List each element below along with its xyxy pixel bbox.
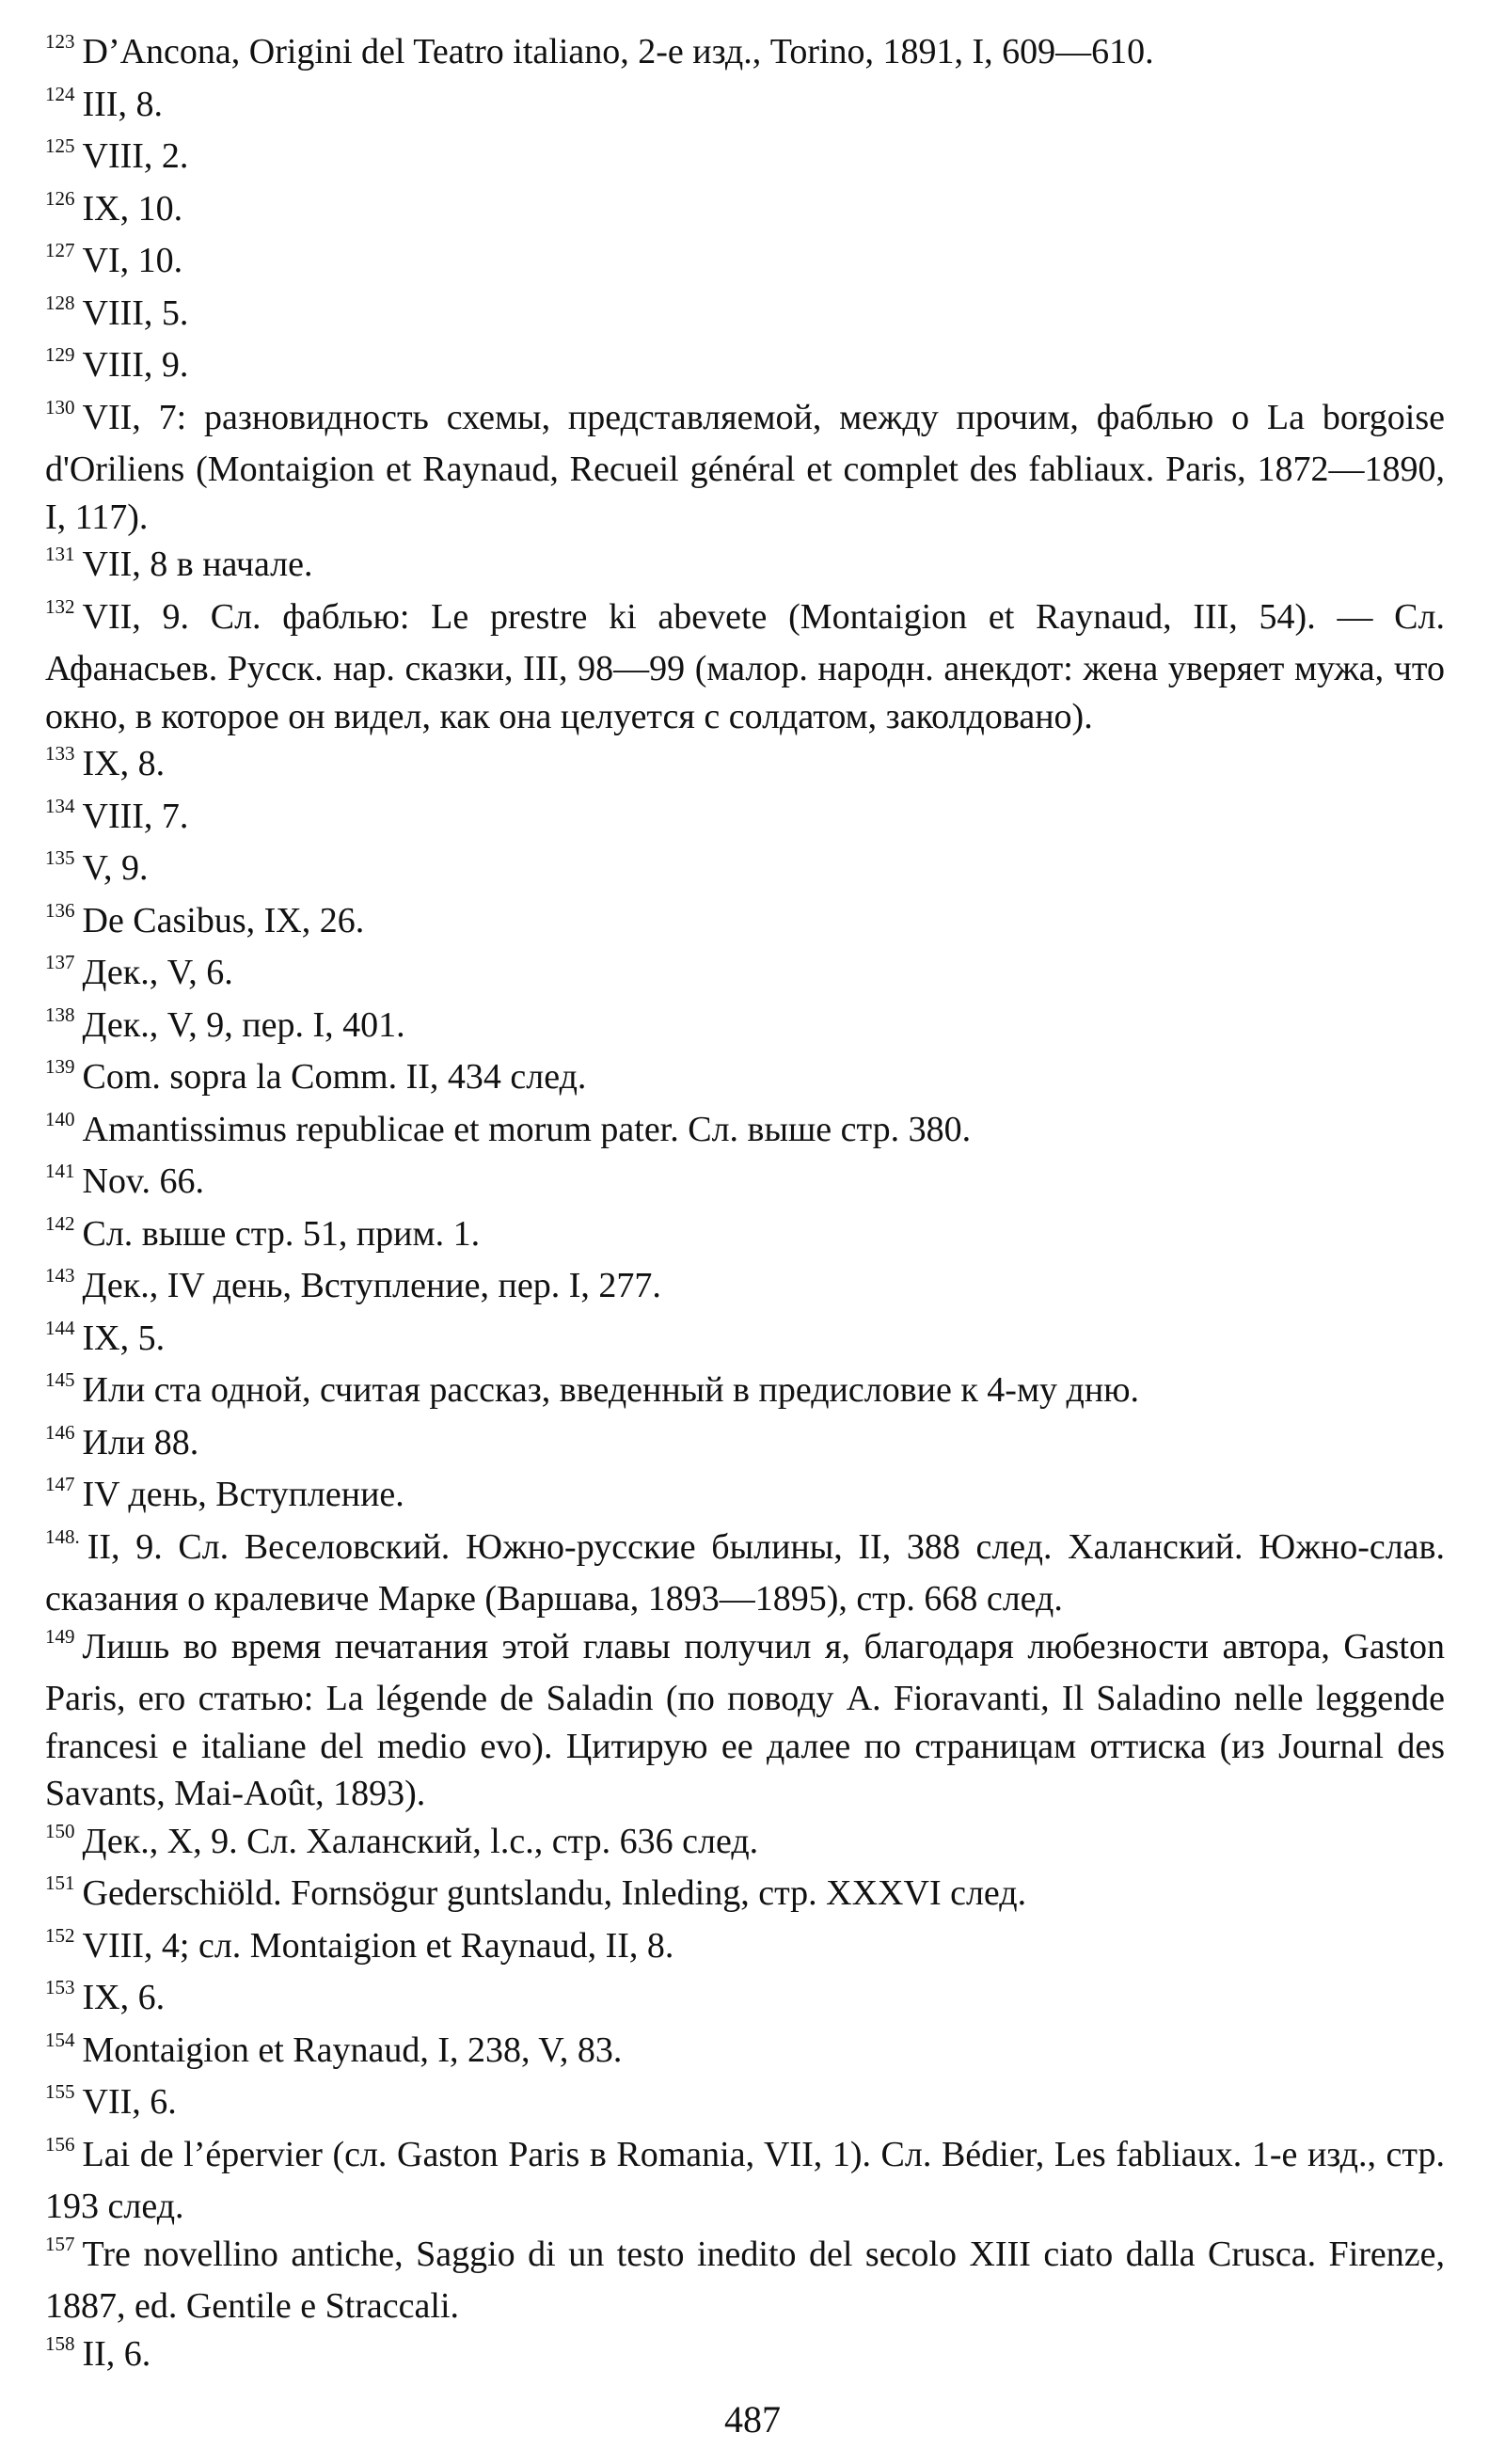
footnote <box>45 1262 1445 1315</box>
footnote-number: 146 <box>45 1420 75 1444</box>
footnote <box>45 28 1445 81</box>
footnote-number: 126 <box>45 186 75 210</box>
footnote-number: 153 <box>45 1976 75 1998</box>
footnote <box>45 81 1445 134</box>
footnote-number: 142 <box>45 1211 75 1235</box>
footnote-number: 148. <box>45 1524 80 1548</box>
footnote-text: IX, 6. <box>82 1978 166 2017</box>
footnote <box>45 740 1445 793</box>
footnote-text: II, 6. <box>82 2333 151 2374</box>
footnote-text: De Casibus, IX, 26. <box>82 900 365 940</box>
footnote-number: 149 <box>45 1624 75 1648</box>
footnote <box>45 541 1445 593</box>
footnote-text: VIII, 4; сл. Montaigion et Raynaud, II, 8. <box>82 1925 674 1966</box>
footnote-text: Дек., IV день, Вступление, пер. I, 277. <box>82 1266 661 1305</box>
footnote-number: 134 <box>45 794 75 817</box>
footnote-number: 156 <box>45 2132 75 2156</box>
footnote-number: 143 <box>45 1264 75 1287</box>
footnote-number: 132 <box>45 594 75 618</box>
footnote-number: 147 <box>45 1473 75 1495</box>
footnote <box>45 1870 1445 1922</box>
footnote <box>45 1053 1445 1106</box>
footnote-number: 135 <box>45 846 75 869</box>
footnote <box>45 1623 1445 1818</box>
footnote <box>45 1419 1445 1472</box>
footnote-text: Gederschiöld. Fornsögur guntslandu, Inleding, стр. XXXVI след. <box>82 1873 1027 1913</box>
footnote <box>45 845 1445 897</box>
footnote-text: D’Ancona, Origini del Teatro italiano, 2-е изд., Torino, 1891, I, 609—610. <box>82 32 1154 71</box>
footnote-text: Дек., X, 9. Сл. Халанский, l.c., стр. 636 след. <box>82 1821 759 1861</box>
footnote-text: VIII, 5. <box>82 292 189 333</box>
footnote-text: VIII, 2. <box>82 136 189 176</box>
footnote-number: 131 <box>45 543 75 565</box>
footnote-number: 152 <box>45 1923 75 1947</box>
footnote <box>45 593 1445 741</box>
footnote <box>45 1366 1445 1419</box>
footnote <box>45 2131 1445 2231</box>
footnote-text: Com. sopra la Comm. II, 434 след. <box>82 1057 587 1097</box>
footnote-text: Lai de l’épervier (сл. Gaston Paris в Romania, VII, 1). Сл. Bédier, Les fabliaux. 1-е изд., стр. 193 след. <box>45 2134 1445 2226</box>
footnote-text: Лишь во время печатания этой главы получил я, благодаря любезности автора, Gaston Paris, его статью: La légende de Saladin (по поводу A. Fioravanti, Il Saladino nelle leggende francesi e italiane del medio evo). Цитирую ее далее по страницам оттиска (из Journal des Savants, Mai-Août, 1893). <box>45 1626 1445 1813</box>
footnote-number: 154 <box>45 2028 75 2051</box>
footnote <box>45 949 1445 1002</box>
footnote <box>45 1524 1445 1623</box>
footnote-text: IX, 8. <box>82 744 166 783</box>
footnote <box>45 133 1445 185</box>
footnote <box>45 1210 1445 1263</box>
footnote <box>45 2231 1445 2330</box>
footnote <box>45 341 1445 394</box>
footnote-number: 155 <box>45 2080 75 2103</box>
footnote-number: 144 <box>45 1316 75 1339</box>
footnote-number: 129 <box>45 343 75 366</box>
footnote-text: Сл. выше стр. 51, прим. 1. <box>82 1213 481 1254</box>
footnote-number: 140 <box>45 1107 75 1130</box>
footnote-number: 137 <box>45 951 75 973</box>
footnote <box>45 1974 1445 2027</box>
footnote-text: Amantissimus republicae et morum pater. Сл. выше стр. 380. <box>82 1109 972 1149</box>
footnote-text: Дек., V, 6. <box>82 953 233 992</box>
footnote <box>45 1002 1445 1054</box>
footnote <box>45 185 1445 238</box>
footnote-text: VII, 8 в начале. <box>82 545 313 584</box>
footnote-text: IX, 10. <box>82 188 183 229</box>
footnote-number: 125 <box>45 134 75 157</box>
footnote-text: VIII, 7. <box>82 796 189 836</box>
footnote <box>45 1315 1445 1367</box>
footnote-number: 124 <box>45 82 75 105</box>
footnote <box>45 793 1445 845</box>
footnote-text: VI, 10. <box>82 241 183 280</box>
footnote <box>45 290 1445 342</box>
footnote-number: 138 <box>45 1003 75 1026</box>
footnote <box>45 2027 1445 2079</box>
footnote <box>45 1106 1445 1159</box>
footnote <box>45 897 1445 950</box>
footnote-number: 128 <box>45 291 75 314</box>
footnote-number: 150 <box>45 1819 75 1842</box>
footnote-number: 127 <box>45 239 75 261</box>
footnote-number: 136 <box>45 898 75 922</box>
footnote-number: 151 <box>45 1872 75 1894</box>
footnote-text: Или 88. <box>82 1422 199 1462</box>
footnote <box>45 2078 1445 2131</box>
footnote-text: Дек., V, 9, пер. I, 401. <box>82 1004 405 1045</box>
footnote <box>45 2330 1445 2383</box>
footnote-text: III, 8. <box>82 84 163 124</box>
footnote <box>45 237 1445 290</box>
footnote <box>45 1818 1445 1871</box>
footnote <box>45 394 1445 542</box>
footnote-number: 139 <box>45 1055 75 1078</box>
page-number: 487 <box>724 2398 781 2440</box>
footnote <box>45 1922 1445 1975</box>
footnote-text: IV день, Вступление. <box>82 1475 404 1514</box>
footnote-text: Или ста одной, считая рассказ, введенный в предисловие к 4-му дню. <box>82 1370 1140 1410</box>
footnote-text: VII, 9. Сл. фаблью: Le prestre ki abevete (Montaigion et Raynaud, III, 54). — Сл. Афанасьев. Русск. нар. сказки, III, 98—99 (малор. народн. анекдот: жена уверяет мужа, что окно, в которое он видел, как она целуется с солдатом, заколдовано). <box>45 596 1445 736</box>
footnote-text: Nov. 66. <box>82 1161 204 1201</box>
footnote-text: IX, 5. <box>82 1318 166 1358</box>
footnote-text: V, 9. <box>82 848 149 888</box>
footnote-text: VII, 7: разновидность схемы, представляемой, между прочим, фаблью о La borgoise d'Oriliens (Montaigion et Raynaud, Recueil général et complet des fabliaux. Paris, 1872—1890, I, 117). <box>45 397 1445 537</box>
footnote-number: 157 <box>45 2232 75 2255</box>
footnote-text: Tre novellino antiche, Saggio di un testo inedito del secolo XIII ciato dalla Crusca. Firenze, 1887, ed. Gentile e Straccali. <box>45 2234 1445 2326</box>
footnote-text: VII, 6. <box>82 2082 177 2122</box>
footnote-number: 158 <box>45 2331 75 2355</box>
footnote-text: II, 9. Сл. Веселовский. Южно-русские былины, II, 388 след. Халанский. Южно-слав. сказания о кралевиче Марке (Варшава, 1893—1895), стр. 668 след. <box>45 1526 1445 1619</box>
footnote-number: 130 <box>45 395 75 419</box>
footnote <box>45 1158 1445 1210</box>
footnote-text: VIII, 9. <box>82 345 189 385</box>
footnote-number: 123 <box>45 30 75 53</box>
footnote <box>45 1471 1445 1524</box>
footnote-text: Montaigion et Raynaud, I, 238, V, 83. <box>82 2030 623 2070</box>
footnote-number: 133 <box>45 742 75 765</box>
footnotes-list <box>45 28 1445 2382</box>
footnote-number: 141 <box>45 1160 75 1182</box>
footnote-number: 145 <box>45 1368 75 1391</box>
